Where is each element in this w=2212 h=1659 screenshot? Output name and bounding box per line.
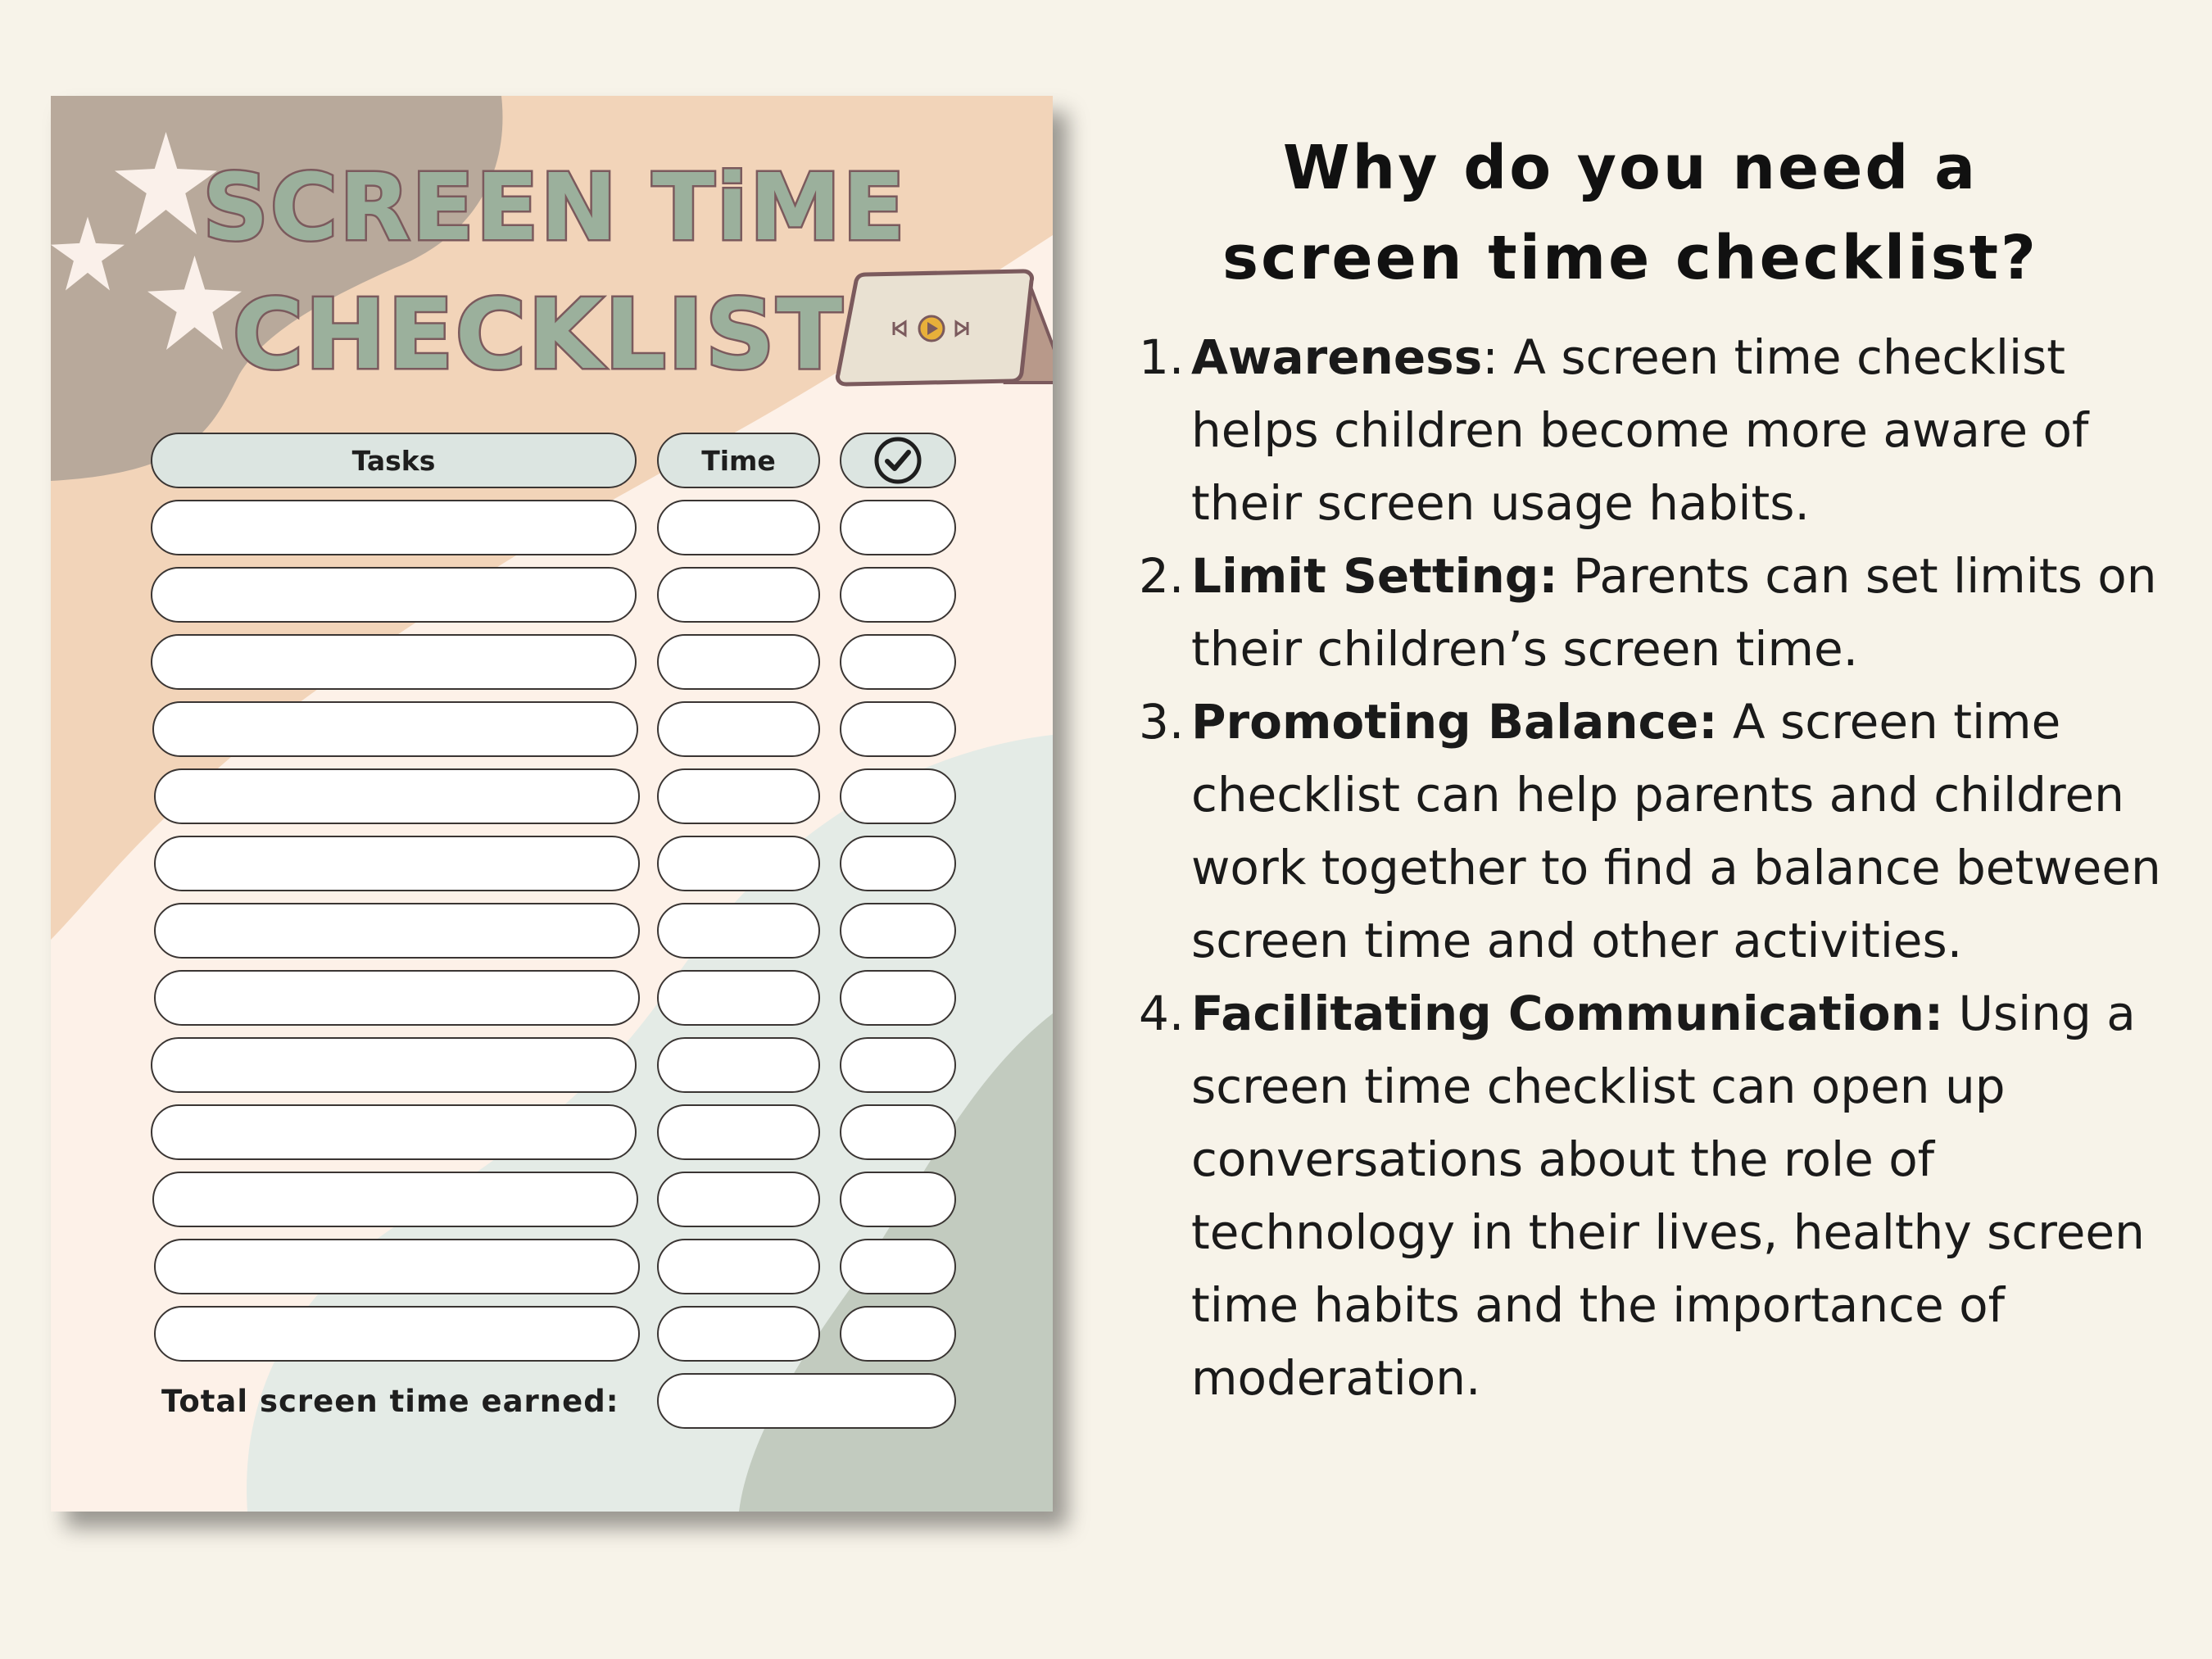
list-term: Facilitating Communication: — [1191, 986, 1944, 1041]
info-heading-line1: Why do you need a — [1282, 133, 1979, 203]
total-time-input[interactable] — [657, 1373, 956, 1429]
task-input[interactable] — [152, 701, 638, 757]
task-input[interactable] — [151, 567, 637, 623]
list-text: Using a screen time checklist can open up conversations about the role of technology in their lives, healthy screen time habits and the importance of moderation. — [1191, 986, 2145, 1406]
task-input[interactable] — [154, 768, 640, 824]
list-number: 4. — [1139, 986, 1185, 1041]
list-separator: : — [1482, 329, 1498, 385]
checklist-title-line1: SCREEN TiME — [202, 155, 907, 261]
list-term: Limit Setting: — [1191, 548, 1558, 604]
task-input[interactable] — [154, 970, 640, 1026]
done-checkbox[interactable] — [840, 701, 956, 757]
done-checkbox[interactable] — [840, 634, 956, 690]
list-item — [1139, 977, 2179, 1415]
tasks-column-header: Tasks — [151, 433, 637, 488]
list-item — [1139, 540, 2179, 686]
checklist-title-line2: CHECKLIST — [232, 278, 845, 391]
list-item — [1139, 321, 2179, 540]
time-input[interactable] — [657, 567, 820, 623]
time-input[interactable] — [657, 1104, 820, 1160]
task-input[interactable] — [154, 1306, 640, 1362]
list-text: A screen time checklist helps children become more aware of their screen usage habits. — [1191, 329, 2089, 531]
done-checkbox[interactable] — [840, 500, 956, 555]
total-time-label: Total screen time earned: — [161, 1384, 619, 1419]
time-input[interactable] — [657, 768, 820, 824]
done-checkbox[interactable] — [840, 970, 956, 1026]
done-checkbox[interactable] — [840, 836, 956, 891]
list-term: Promoting Balance: — [1191, 694, 1718, 750]
time-input[interactable] — [657, 1037, 820, 1093]
checklist-sheet — [51, 96, 1053, 1512]
list-text: A screen time checklist can help parents and children work together to find a balance between screen time and other activities. — [1191, 694, 2161, 968]
list-number: 1. — [1139, 329, 1185, 385]
task-input[interactable] — [151, 634, 637, 690]
time-input[interactable] — [657, 1172, 820, 1227]
task-input[interactable] — [154, 836, 640, 891]
info-heading-line2: screen time checklist? — [1222, 223, 2038, 293]
reasons-list — [1139, 321, 2179, 1415]
task-input[interactable] — [154, 1239, 640, 1294]
done-checkbox[interactable] — [840, 1104, 956, 1160]
done-checkbox[interactable] — [840, 567, 956, 623]
time-input[interactable] — [657, 970, 820, 1026]
time-input[interactable] — [657, 903, 820, 959]
task-input[interactable] — [152, 1172, 638, 1227]
done-checkbox[interactable] — [840, 1172, 956, 1227]
tablet-icon — [833, 268, 1053, 391]
checkmark-circle-icon — [873, 435, 923, 486]
task-input[interactable] — [151, 1037, 637, 1093]
done-checkbox[interactable] — [840, 1037, 956, 1093]
time-input[interactable] — [657, 1239, 820, 1294]
time-input[interactable] — [657, 634, 820, 690]
done-checkbox[interactable] — [840, 768, 956, 824]
star-icon — [51, 211, 125, 297]
list-term: Awareness — [1191, 329, 1483, 385]
time-input[interactable] — [657, 701, 820, 757]
done-checkbox[interactable] — [840, 1239, 956, 1294]
time-input[interactable] — [657, 1306, 820, 1362]
list-number: 2. — [1139, 548, 1185, 604]
task-input[interactable] — [154, 903, 640, 959]
time-column-header: Time — [657, 433, 820, 488]
time-input[interactable] — [657, 500, 820, 555]
time-input[interactable] — [657, 836, 820, 891]
task-input[interactable] — [151, 1104, 637, 1160]
done-column-header — [840, 433, 956, 488]
done-checkbox[interactable] — [840, 903, 956, 959]
done-checkbox[interactable] — [840, 1306, 956, 1362]
task-input[interactable] — [151, 500, 637, 555]
list-text: Parents can set limits on their children’s screen time. — [1191, 548, 2157, 677]
info-heading — [1139, 123, 2122, 303]
list-number: 3. — [1139, 694, 1185, 750]
list-item — [1139, 686, 2179, 977]
